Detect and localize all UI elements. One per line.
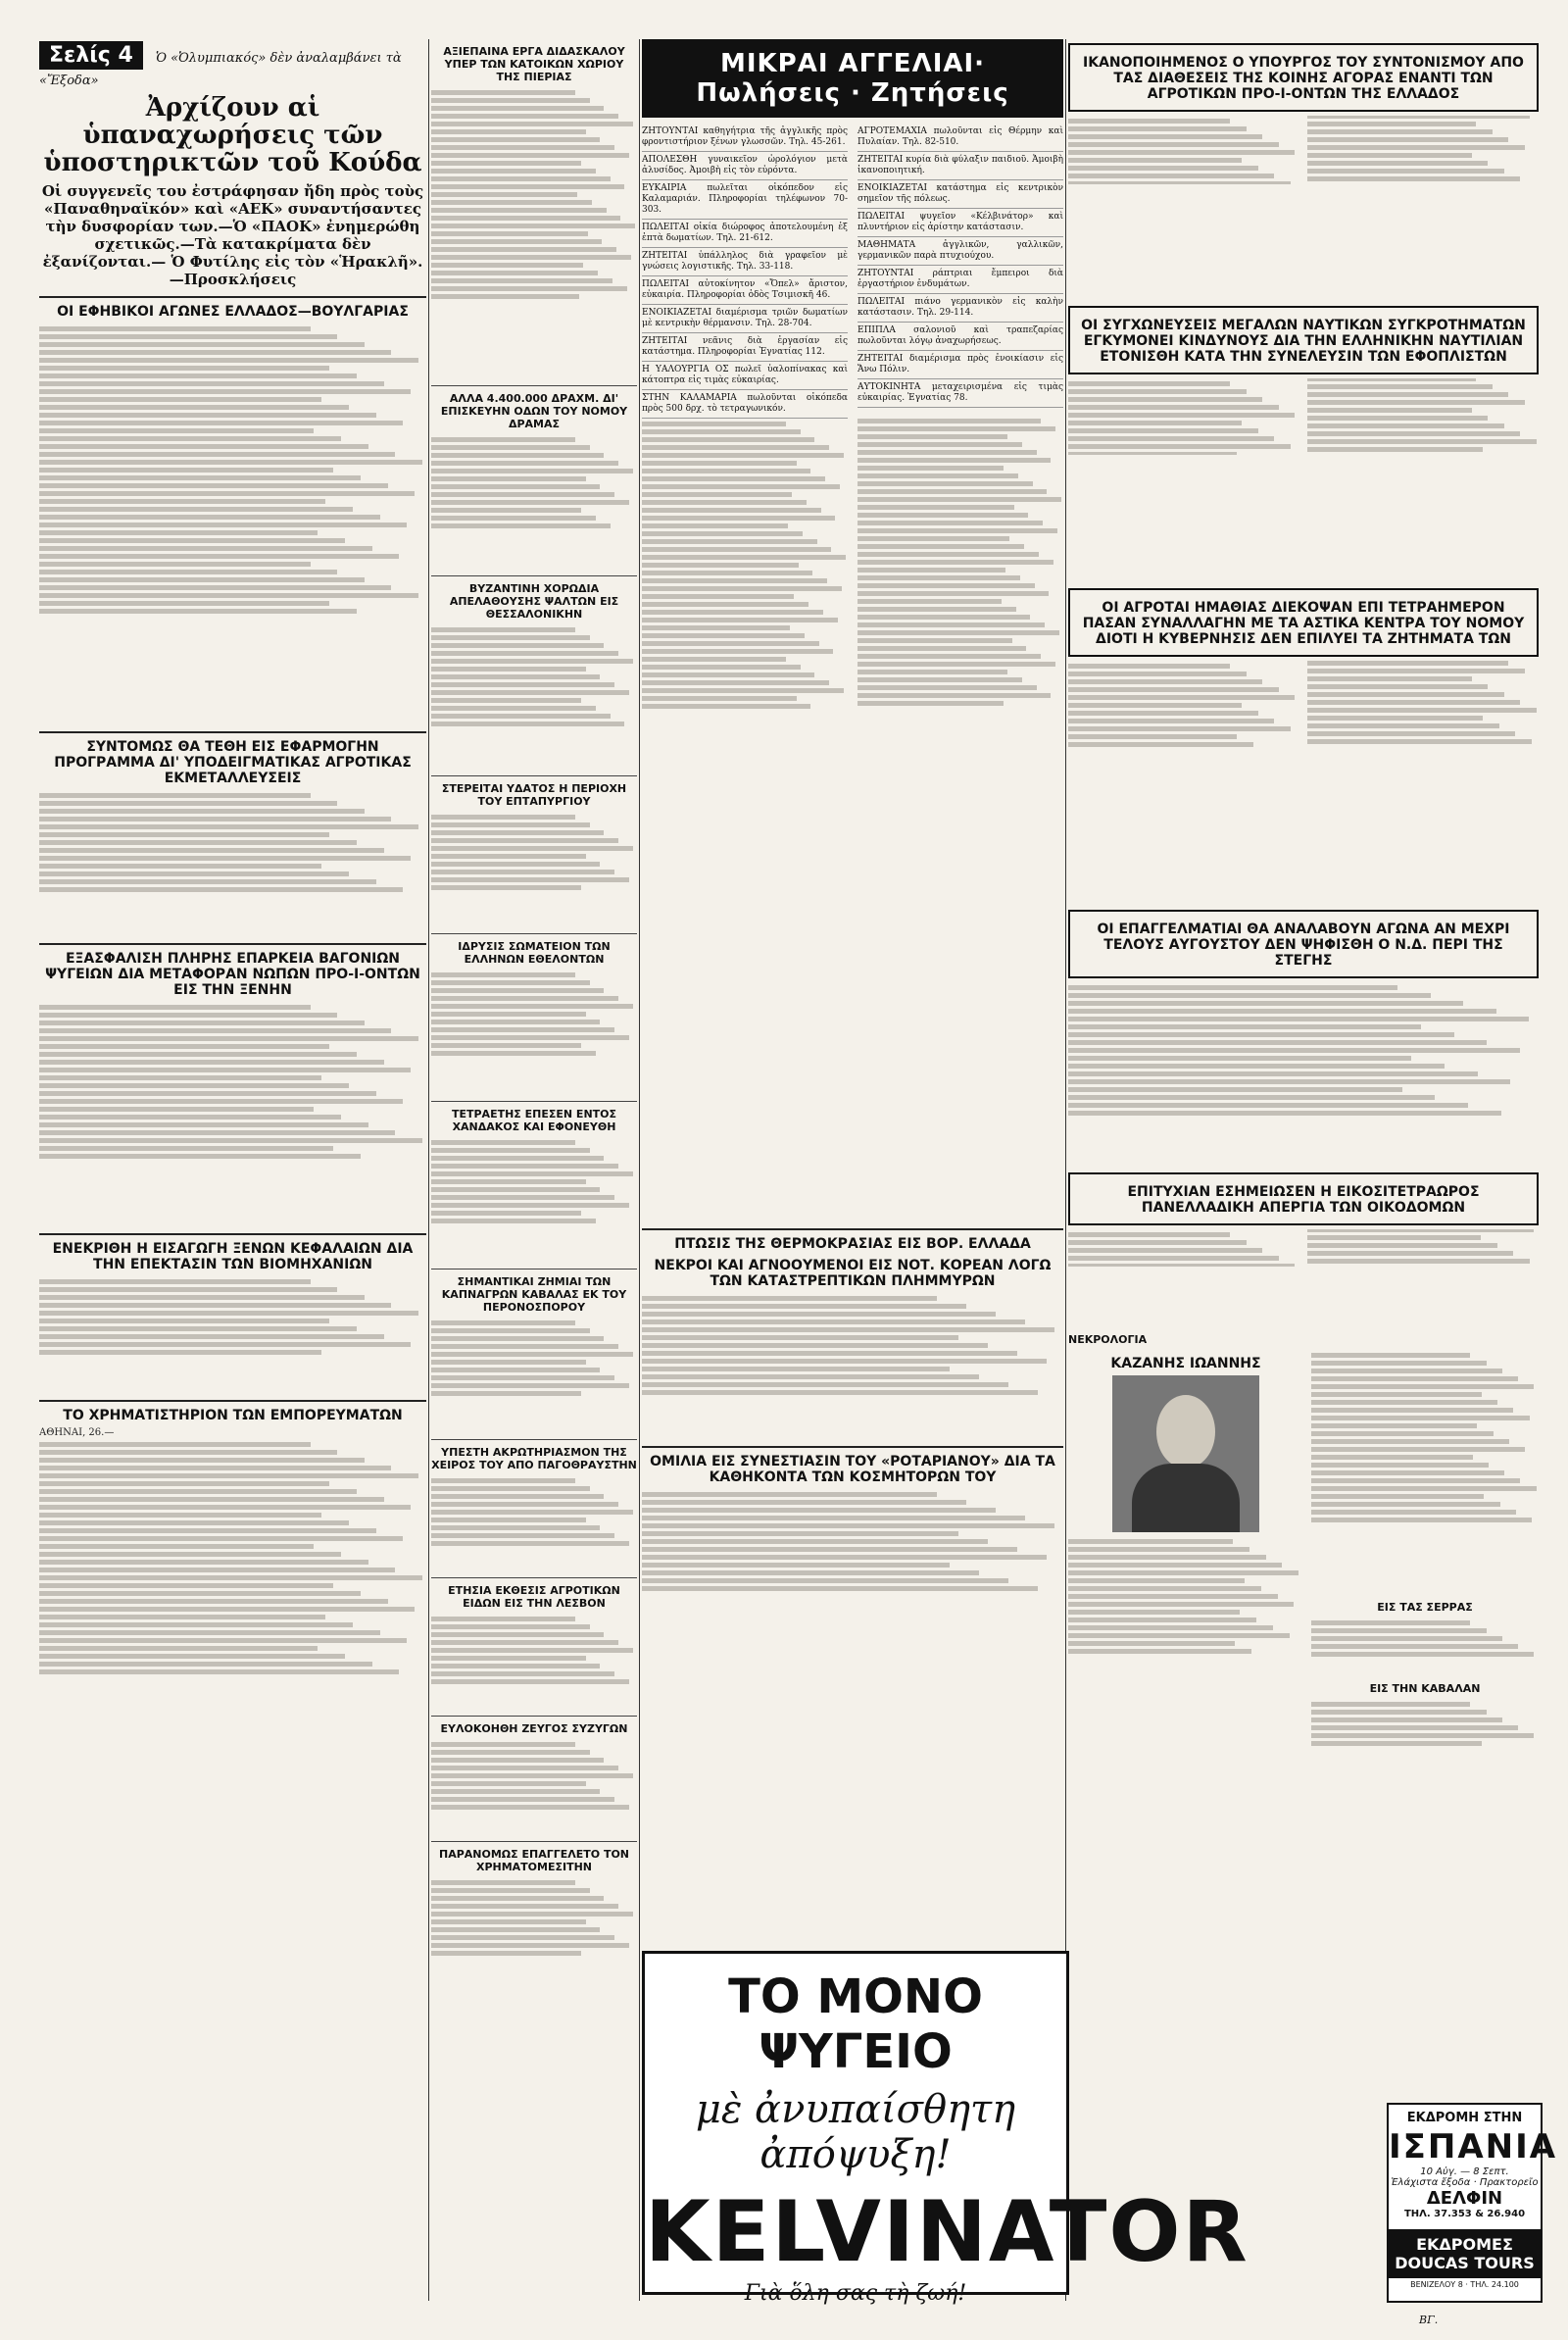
heading-epaggelmatiai: ΟΙ ΕΠΑΓΓΕΛΜΑΤΙΑΙ ΘΑ ΑΝΑΛΑΒΟΥΝ ΑΓΩΝΑ ΑΝ ΜΕΧΡΙ ΤΕΛΟΥΣ ΑΥΓΟΥΣΤΟΥ ΔΕΝ ΨΗΦΙΣΘΗ Ο Ν.Δ. ΠΕΡΙ ΤΗΣ ΣΤΕΓΗΣ [1097, 921, 1510, 969]
heading-vagonia: ΕΞΑΣΦΑΛΙΣΗ ΠΛΗΡΗΣ ΕΠΑΡΚΕΙΑ ΒΑΓΟΝΙΩΝ ΨΥΓΕΙΩΝ ΔΙΑ ΜΕΤΑΦΟΡΑΝ ΝΩΠΩΝ ΠΡΟ-Ι-ΟΝΤΩΝ ΕΙΣ ΤΗΝ ΞΕΝΗΝ [45, 951, 420, 998]
ad-line: ΤΟ ΜΟΝΟ ΨΥΓΕΙΟ [728, 1969, 983, 2079]
column-economy [1068, 39, 1558, 2311]
ad-agency: ΔΕΛΦΙΝ [1426, 2188, 1503, 2209]
heading-xrimatistirio: ΤΟ ΧΡΗΜΑΤΙΣΤΗΡΙΟΝ ΤΩΝ ΕΜΠΟΡΕΥΜΑΤΩΝ [63, 1408, 403, 1423]
heading-ypourgos: ΙΚΑΝΟΠΟΙΗΜΕΝΟΣ Ο ΥΠΟΥΡΓΟΣ ΤΟΥ ΣΥΝΤΟΝΙΣΜΟΥ ΑΠΟ ΤΑΣ ΔΙΑΘΕΣΕΙΣ ΤΗΣ ΚΟΙΝΗΣ ΑΓΟΡΑΣ ΕΝΑΝΤΙ ΤΩΝ ΑΓΡΟΤΙΚΩΝ ΠΡΟ-Ι-ΟΝΤΩΝ ΤΗΣ ΕΛΛΑΔΟΣ [1083, 55, 1524, 102]
divider [39, 731, 426, 733]
classified-ad: ΕΥΚΑΙΡΙΑ πωλεῖται οἰκόπεδον εἰς Καλαμαριάν. Πληροφορίαι τηλέφωνον 70-303. [642, 180, 848, 220]
header-kicker: Ὁ «Ὀλυμπιακός» δὲν ἀναλαμβάνει τὰ «Ἔξοδα» [39, 51, 402, 88]
classifieds-banner: ΜΙΚΡΑΙ ΑΓΓΕΛΙΑΙ· Πωλήσεις · Ζητήσεις [642, 39, 1063, 118]
ad-phone: ΤΗΛ. 37.353 & 26.940 [1403, 2209, 1526, 2219]
heading-rotary: ΟΜΙΛΙΑ ΕΙΣ ΣΥΝΕΣΤΙΑΣΙΝ ΤΟΥ «ΡΟΤΑΡΙΑΝΟΥ» ΔΙΑ ΤΑ ΚΑΘΗΚΟΝΤΑ ΤΩΝ ΚΟΣΜΗΤΟΡΩΝ ΤΟΥ [650, 1454, 1055, 1485]
column-regional [431, 39, 637, 2311]
divider [431, 385, 637, 386]
classified-ad: ΣΤΗΝ ΚΑΛΑΜΑΡΙΑ πωλοῦνται οἰκόπεδα πρὸς 500 δρχ. τὸ τετραγωνικόν. [642, 390, 848, 419]
classified-ad: ΕΠΙΠΛΑ σαλονιοῦ καὶ τραπεζαρίας πωλοῦνται λόγῳ ἀναχωρήσεως. [858, 323, 1063, 351]
classified-ad: ΜΑΘΗΜΑΤΑ ἀγγλικῶν, γαλλικῶν, γερμανικῶν παρὰ πτυχιούχου. [858, 237, 1063, 266]
classified-ad: ΑΥΤΟΚΙΝΗΤΑ μεταχειρισμένα εἰς τιμὰς εὐκαιρίας. Ἐγνατίας 78. [858, 379, 1063, 408]
subhead-kouda: Οἱ συγγενεῖς του ἐστράφησαν ἤδη πρὸς τοὺς «Παναθηναϊκόν» καὶ «ΑΕΚ» συναντήσαντες τὴν δυσφορίαν των.—Ὁ «ΠΑΟΚ» ἐνημερώθη σχετικῶς.—Τὰ κατακρίματα δὲν ἐξανίζονται.— Ὁ Φυτίλης εἰς τὸν «Ἡρακλῆ».—Προσκλήσεις [41, 182, 424, 288]
divider [642, 1446, 1063, 1448]
article-body [39, 1002, 426, 1227]
headline-box [1068, 43, 1539, 112]
classified-ad: ΕΝΟΙΚΙΑΖΕΤΑΙ διαμέρισμα τριῶν δωματίων μὲ κεντρικὴν θέρμανσιν. Τηλ. 28-704. [642, 305, 848, 333]
divider [431, 1577, 637, 1578]
article-body [431, 434, 637, 572]
classified-ad: ΠΩΛΕΙΤΑΙ οἰκία διώροφος ἀποτελουμένη ἐξ ἑπτὰ δωματίων. Τηλ. 21-612. [642, 220, 848, 248]
heading-drama: ΑΛΛΑ 4.400.000 ΔΡΑΧΜ. ΔΙ' ΕΠΙΣΚΕΥΗΝ ΟΔΩΝ ΤΟΥ ΝΟΜΟΥ ΔΡΑΜΑΣ [440, 392, 628, 430]
article-body [431, 87, 637, 381]
heading-zeygos: ΕΥΛΟΚΟΗΘΗ ΖΕΥΓΟΣ ΣΥΖΥΓΩΝ [440, 1722, 628, 1735]
column-classifieds [642, 39, 1063, 1938]
classified-ad: ΖΗΤΕΙΤΑΙ ὑπάλληλος διὰ γραφεῖον μὲ γνώσεις λογιστικῆς. Τηλ. 33-118. [642, 248, 848, 276]
classified-ad: ΖΗΤΟΥΝΤΑΙ ράπτριαι ἔμπειροι διὰ ἐργαστήριον ἐνδυμάτων. [858, 266, 1063, 294]
heading-serres: ΕΙΣ ΤΑΣ ΣΕΡΡΑΣ [1377, 1601, 1473, 1614]
page-header [39, 39, 426, 88]
article-body [1068, 1229, 1539, 1327]
heading-programma: ΣΥΝΤΟΜΩΣ ΘΑ ΤΕΘΗ ΕΙΣ ΕΦΑΡΜΟΓΗΝ ΠΡΟΓΡΑΜΜΑ ΔΙ' ΥΠΟΔΕΙΓΜΑΤΙΚΑΣ ΑΓΡΟΤΙΚΑΣ ΕΚΜΕΤΑΛΛΕΥΣΕΙΣ [54, 739, 412, 786]
headline-box [1068, 1172, 1539, 1225]
headline-box [1068, 306, 1539, 374]
ad-destination: ΙΣΠΑΝΙΑ [1389, 2127, 1558, 2166]
dateline: ΑΘΗΝΑΙ, 26.— [39, 1427, 115, 1438]
classified-ad: ΖΗΤΕΙΤΑΙ νεᾶνις διὰ ἐργασίαν εἰς κατάστημα. Πληροφορίαι Ἐγνατίας 112. [642, 333, 848, 362]
heading-nautilia: ΟΙ ΣΥΓΧΩΝΕΥΣΕΙΣ ΜΕΓΑΛΩΝ ΝΑΥΤΙΚΩΝ ΣΥΓΚΡΟΤΗΜΑΤΩΝ ΕΓΚΥΜΟΝΕΙ ΚΙΝΔΥΝΟΥΣ ΔΙΑ ΤΗΝ ΕΛΛΗΝΙΚΗΝ ΝΑΥΤΙΛΙΑΝ ΕΤΟΝΙΣΘΗ ΚΑΤΑ ΤΗΝ ΣΥΝΕΛΕΥΣΙΝ ΤΩΝ ΕΦΟΠΛΙΣΤΩΝ [1081, 318, 1526, 365]
portrait-body [1132, 1464, 1240, 1532]
classified-ad: ΠΩΛΕΙΤΑΙ πιάνο γερμανικὸν εἰς καλὴν κατάστασιν. Τηλ. 29-114. [858, 294, 1063, 323]
classified-ad: ΖΗΤΕΙΤΑΙ διαμέρισμα πρὸς ἐνοικίασιν εἰς Ἄνω Πόλιν. [858, 351, 1063, 379]
classified-list [642, 124, 1063, 419]
classified-ad: ΕΝΟΙΚΙΑΖΕΤΑΙ κατάστημα εἰς κεντρικὸν σημεῖον τῆς πόλεως. [858, 180, 1063, 209]
classified-ad: ΖΗΤΟΥΝΤΑΙ καθηγήτρια τῆς ἀγγλικῆς πρὸς φροντιστήριον ξένων γλωσσῶν. Τηλ. 45-261. [642, 124, 848, 152]
divider [39, 1400, 426, 1402]
portrait-head [1156, 1395, 1215, 1469]
divider [431, 575, 637, 576]
article-body [431, 1739, 637, 1837]
ad-line: μὲ ἀνυπαίσθητη ἀπόψυξη! [695, 2087, 1016, 2177]
classified-ad: ΑΠΟΛΕΣΘΗ γυναικεῖον ὡρολόγιον μετὰ ἀλυσίδος. Ἀμοιβὴ εἰς τὸν εὑρόντα. [642, 152, 848, 180]
divider [39, 943, 426, 945]
article-body [642, 1489, 1063, 1636]
column-rule [428, 39, 429, 2301]
article-body [1068, 982, 1539, 1169]
article-body [431, 1137, 637, 1265]
divider [431, 1716, 637, 1717]
article-body [431, 1318, 637, 1435]
headline-box [1068, 588, 1539, 657]
column-rule [639, 39, 640, 2301]
heading-idrysis: ΙΔΡΥΣΙΣ ΣΩΜΑΤΕΙΟΝ ΤΩΝ ΕΛΛΗΝΩΝ ΕΘΕΛΟΝΤΩΝ [458, 940, 611, 966]
divider [39, 1233, 426, 1235]
classified-list-more [642, 419, 1063, 1222]
heading-nekrologia: ΝΕΚΡΟΛΟΓΙΑ [1068, 1333, 1148, 1346]
article-body [1311, 1699, 1539, 1767]
article-body [1068, 1536, 1303, 1703]
article-body [642, 1293, 1063, 1440]
ad-line: Ἐλάχιστα ἔξοδα · Πρακτορεῖο [1391, 2177, 1539, 2188]
article-body [1311, 1350, 1539, 1595]
heading-erga-didaskalou: ΑΞΙΕΠΑΙΝΑ ΕΡΓΑ ΔΙΔΑΣΚΑΛΟΥ ΥΠΕΡ ΤΩΝ ΚΑΤΟΙΚΩΝ ΧΩΡΙΟΥ ΤΗΣ ΠΙΕΡΙΑΣ [443, 45, 625, 83]
heading-xorodia: ΒΥΖΑΝΤΙΝΗ ΧΟΡΩΔΙΑ ΑΠΕΛΑΘΟΥΣΗΣ ΨΑΛΤΩΝ ΕΙΣ ΘΕΣΣΑΛΟΝΙΚΗΝ [449, 582, 619, 621]
divider [431, 1841, 637, 1842]
heading-ekthesi: ΕΤΗΣΙΑ ΕΚΘΕΣΙΣ ΑΓΡΟΤΙΚΩΝ ΕΙΔΩΝ ΕΙΣ ΤΗΝ ΛΕΣΒΟΝ [448, 1584, 620, 1610]
heading-efivikoi-agones: ΟΙ ΕΦΗΒΙΚΟΙ ΑΓΩΝΕΣ ΕΛΛΑΔΟΣ—ΒΟΥΛΓΑΡΙΑΣ [57, 304, 409, 320]
ad-dates: 10 Αὐγ. — 8 Σεπτ. [1420, 2166, 1509, 2177]
classified-ad: ΠΩΛΕΙΤΑΙ ψυγεῖον «Κέλβινάτορ» καὶ πλυντήριον εἰς ἀρίστην κατάστασιν. [858, 209, 1063, 237]
section-logo: Σελίς 4 [39, 41, 143, 70]
divider [431, 775, 637, 776]
heading-ydatos: ΣΤΕΡΕΙΤΑΙ ΥΔΑΤΟΣ Η ΠΕΡΙΟΧΗ ΤΟΥ ΕΠΤΑΠΥΡΓΙΟΥ [441, 782, 627, 808]
article-body [431, 1877, 637, 1995]
classified-ad: ΑΓΡΟΤΕΜΑΧΙΑ πωλοῦνται εἰς Θέρμην καὶ Πυλαίαν. Τηλ. 82-510. [858, 124, 1063, 152]
divider [431, 933, 637, 934]
heading-agrotai: ΟΙ ΑΓΡΟΤΑΙ ΗΜΑΘΙΑΣ ΔΙΕΚΟΨΑΝ ΕΠΙ ΤΕΤΡΑΗΜΕΡΟΝ ΠΑΣΑΝ ΣΥΝΑΛΛΑΓΗΝ ΜΕ ΤΑ ΑΣΤΙΚΑ ΚΕΝΤΡΑ ΤΟΥ ΝΟΜΟΥ ΔΙΟΤΙ Η ΚΥΒΕΡΝΗΣΙΣ ΔΕΝ ΕΠΙΛΥΕΙ ΤΑ ΖΗΤΗΜΑΤΑ ΤΩΝ [1082, 600, 1525, 647]
article-body [39, 790, 426, 937]
obituary-name: ΚΑΖΑΝΗΣ ΙΩΑΝΝΗΣ [1110, 1356, 1261, 1371]
footer-signature: ΒΓ. [1419, 2314, 1439, 2326]
obituary [1068, 1350, 1539, 1767]
heading-korea: ΝΕΚΡΟΙ ΚΑΙ ΑΓΝΟΟΥΜΕΝΟΙ ΕΙΣ ΝΟΤ. ΚΟΡΕΑΝ ΛΟΓΩ ΤΩΝ ΚΑΤΑΣΤΡΕΠΤΙΚΩΝ ΠΛΗΜΜΥΡΩΝ [654, 1258, 1052, 1289]
article-body [1068, 661, 1539, 906]
article-body [1068, 378, 1539, 584]
obituary-side [1311, 1350, 1539, 1767]
heading-kavala: ΕΙΣ ΤΗΝ ΚΑΒΑΛΑΝ [1369, 1682, 1481, 1695]
divider [39, 296, 426, 298]
divider [431, 1101, 637, 1102]
obituary-main [1068, 1350, 1303, 1767]
divider [431, 1269, 637, 1270]
article-body [431, 624, 637, 772]
ad-tagline: Γιὰ ὅλη σας τὴ ζωή! [744, 2281, 967, 2306]
headline-box [1068, 910, 1539, 978]
article-body [431, 970, 637, 1097]
heading-akrotiriasmos: ΥΠΕΣΤΗ ΑΚΡΩΤΗΡΙΑΣΜΟΝ ΤΗΣ ΧΕΙΡΟΣ ΤΟΥ ΑΠΟ ΠΑΓΟΘΡΑΥΣΤΗΝ [431, 1446, 637, 1471]
article-body [431, 1475, 637, 1573]
article-body [431, 812, 637, 929]
heading-paranomos: ΠΑΡΑΝΟΜΩΣ ΕΠΑΓΓΕΛΕΤΟ ΤΟΝ ΧΡΗΜΑΤΟΜΕΣΙΤΗΝ [438, 1848, 630, 1873]
article-body [1068, 116, 1539, 302]
ad-tours: ΕΚΔΡΟΜΕΣ DOUCAS TOURS [1389, 2229, 1541, 2278]
heading-thermokrasia: ΠΤΩΣΙΣ ΤΗΣ ΘΕΡΜΟΚΡΑΣΙΑΣ ΕΙΣ ΒΟΡ. ΕΛΛΑΔΑ [674, 1236, 1031, 1252]
headline-kouda: Ἀρχίζουν αἱ ὑπαναχωρήσεις τῶν ὑποστηρικτῶν τοῦ Κούδα [43, 93, 422, 177]
column-sports [39, 39, 426, 2311]
heading-zimiai: ΣΗΜΑΝΤΙΚΑΙ ΖΗΜΙΑΙ ΤΩΝ ΚΑΠΝΑΓΡΩΝ ΚΑΒΑΛΑΣ ΕΚ ΤΟΥ ΠΕΡΟΝΟΣΠΟΡΟΥ [441, 1275, 627, 1314]
heading-tetraetis: ΤΕΤΡΑΕΤΗΣ ΕΠΕΣΕΝ ΕΝΤΟΣ ΧΑΝΔΑΚΟΣ ΚΑΙ ΕΦΟΝΕΥΘΗ [451, 1108, 617, 1133]
article-body [39, 1276, 426, 1394]
article-body [39, 1439, 426, 1772]
article-body [39, 324, 426, 725]
article-body [431, 1614, 637, 1712]
classified-ad: Η ΥΑΛΟΥΡΓΙΑ ΟΣ πωλεῖ ὑαλοπίνακας καὶ κάτοπτρα εἰς τιμὰς εὐκαιρίας. [642, 362, 848, 390]
heading-apergia: ΕΠΙΤΥΧΙΑΝ ΕΣΗΜΕΙΩΣΕΝ Η ΕΙΚΟΣΙΤΕΤΡΑΩΡΟΣ ΠΑΝΕΛΛΑΔΙΚΗ ΑΠΕΡΓΙΑ ΤΩΝ ΟΙΚΟΔΟΜΩΝ [1127, 1184, 1480, 1216]
ad-address: ΒΕΝΙΖΕΛΟΥ 8 · ΤΗΛ. 24.100 [1410, 2280, 1519, 2289]
article-body [1311, 1618, 1539, 1676]
heading-kefalaia: ΕΝΕΚΡΙΘΗ Η ΕΙΣΑΓΩΓΗ ΞΕΝΩΝ ΚΕΦΑΛΑΙΩΝ ΔΙΑ ΤΗΝ ΕΠΕΚΤΑΣΙΝ ΤΩΝ ΒΙΟΜΗΧΑΝΙΩΝ [52, 1241, 414, 1272]
spain-tour-ad [1387, 2103, 1558, 2303]
classified-ad: ΖΗΤΕΙΤΑΙ κυρία διὰ φύλαξιν παιδιοῦ. Ἀμοιβὴ ἱκανοποιητική. [858, 152, 1063, 180]
ad-brand: KELVINATOR [645, 2183, 1250, 2281]
obituary-photo [1112, 1375, 1259, 1532]
classified-ad: ΠΩΛΕΙΤΑΙ αὐτοκίνητον «Ὄπελ» ἄριστον, εὐκαιρία. Πληροφορίαι ὁδὸς Τσιμισκῆ 46. [642, 276, 848, 305]
kelvinator-ad [642, 1951, 1250, 2306]
ad-line: ΕΚΔΡΟΜΗ ΣΤΗΝ [1406, 2111, 1523, 2125]
divider [642, 1228, 1063, 1230]
divider [431, 1439, 637, 1440]
